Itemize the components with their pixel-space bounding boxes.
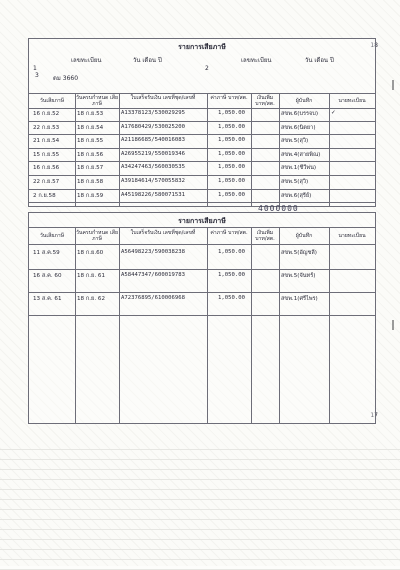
cell-tax-amount: 1,050.00 (218, 164, 245, 171)
row-rule (29, 189, 375, 190)
cell-tax-date: 22 ก.ย.57 (33, 179, 60, 185)
registration-value: ดม 3660 (53, 75, 79, 82)
cell-tax-date: 11 ส.ค.59 (33, 250, 60, 256)
row-rule (29, 175, 375, 176)
ruled-lines (0, 440, 400, 566)
row-rule (29, 148, 375, 149)
page-number-bottom: 17 (370, 412, 378, 419)
cell-recorder: สขพ.6(บรรจบ) (281, 111, 319, 117)
cell-due-date: 18 ก.ย.56 (77, 151, 104, 158)
reg-label-left: เลขทะเบียน (71, 57, 102, 64)
cell-receipt-number: A13378123/530029295 (121, 110, 185, 116)
cell-receipt-number: A39184614/570055832 (121, 178, 185, 184)
cell-receipt-number: A56498223/590038238 (121, 249, 185, 255)
cell-tax-date: 16 ส.ค. 60 (33, 273, 62, 279)
header-due-date: วันครบกำหนด เสียภาษี (75, 230, 119, 242)
row-number: 1 (33, 65, 37, 72)
cell-tax-amount: 1,050.00 (218, 137, 245, 144)
cell-due-date: 18 ก.ย.59 (77, 192, 104, 199)
cell-receipt-number: A21186685/540016083 (121, 137, 185, 144)
cell-receipt-number: A17680429/530025200 (121, 123, 185, 130)
cell-due-date: 18 ก.ย.55 (77, 138, 104, 145)
cell-registrar-mark: ✓ (331, 110, 336, 116)
registration-header (29, 55, 375, 67)
cell-due-date: 18 ก.ย.58 (77, 179, 104, 185)
date-label-left: วัน เดือน ปี (133, 57, 162, 64)
header-tax-date: วันเสียภาษี (39, 233, 65, 239)
header-registrar: นายทะเบียน (338, 233, 366, 239)
cell-tax-amount: 1,050.00 (218, 150, 245, 157)
cell-tax-amount: 1,050.00 (218, 272, 245, 278)
row-rule (29, 292, 375, 293)
header-recorder: ผู้บันทึก (295, 98, 313, 104)
row-number: 3 (35, 72, 39, 79)
tax-record-card-1 (28, 38, 376, 207)
cell-tax-amount: 1,050.00 (218, 178, 245, 184)
header-tax-amount: ค่าภาษี บาท/สต. (210, 95, 248, 101)
header-surcharge: เงินเพิ่ม บาท/สต. (255, 95, 275, 107)
header-receipt: ใบเสร็จรับเงิน เลขที่ชุด/เลขที่ (130, 230, 196, 236)
cell-tax-date: 16 ก.ย.56 (33, 165, 60, 172)
cell-receipt-number: A34247463/560030535 (121, 164, 185, 171)
header-recorder: ผู้บันทึก (295, 233, 313, 239)
cell-tax-amount: 1,050.00 (218, 110, 245, 116)
cell-tax-date: 16 ก.ย.52 (33, 111, 60, 117)
row-rule (29, 161, 375, 162)
cell-due-date: 18 ก.ย.57 (77, 165, 104, 172)
page-number: 18 (370, 42, 378, 49)
row-number: 2 (205, 65, 209, 72)
date-label-right: วัน เดือน ปี (305, 57, 334, 64)
cell-recorder: สขพ.5(อัญชลี) (281, 250, 317, 256)
cell-tax-amount: 1,050.00 (218, 191, 245, 198)
card-title: รายการเสียภาษี (178, 217, 226, 225)
header-receipt: ใบเสร็จรับเงิน เลขที่ชุด/เลขที่ (130, 95, 196, 101)
cell-tax-date: 21 ก.ย.54 (33, 138, 60, 145)
cell-tax-date: 2 ก.ย.58 (33, 192, 56, 199)
cell-tax-date: 22 ก.ย.53 (33, 124, 60, 131)
header-tax-amount: ค่าภาษี บาท/สต. (210, 230, 248, 236)
header-due-date: วันครบกำหนด เสียภาษี (75, 95, 119, 107)
cell-recorder: สขพ.6(สุรีย์) (281, 192, 312, 199)
cell-tax-date: 13 ส.ค. 61 (33, 296, 62, 302)
binding-mark (392, 80, 394, 90)
row-rule (29, 121, 375, 122)
binding-mark (392, 320, 394, 330)
cell-tax-amount: 1,050.00 (218, 249, 245, 255)
cell-receipt-number: A26955219/550019346 (121, 150, 185, 157)
cell-receipt-number: A58447347/600019783 (121, 272, 185, 278)
cell-recorder: สขพ.4(สายพิณ) (281, 151, 321, 158)
cell-due-date: 18 ก.ย.54 (77, 124, 104, 131)
cell-due-date: 18 ก.ย.60 (77, 250, 104, 256)
cell-recorder: สขพ.5(สุวิ) (281, 179, 309, 185)
cell-recorder: สขพ.1(ศรีไพร) (281, 296, 318, 302)
reg-label-right: เลขทะเบียน (241, 57, 272, 64)
cell-recorder: สขพ.5(จันทร์) (281, 273, 316, 279)
card-title: รายการเสียภาษี (178, 43, 226, 51)
header-registrar: นายทะเบียน (338, 98, 366, 104)
tax-record-card-2 (28, 212, 376, 424)
cell-recorder: สขพ.1(ชีวีพ่น) (281, 165, 317, 172)
stamp-code: 4000000 (258, 204, 299, 213)
row-rule (29, 269, 375, 270)
cell-recorder: สขพ.5(สุวิ) (281, 138, 309, 145)
row-rule (29, 134, 375, 135)
header-surcharge: เงินเพิ่ม บาท/สต. (255, 230, 275, 242)
cell-due-date: 18 ก.ย. 62 (77, 296, 106, 302)
cell-due-date: 18 ก.ย. 61 (77, 273, 106, 279)
cell-tax-amount: 1,050.00 (218, 295, 245, 301)
cell-receipt-number: A72376895/610006968 (121, 295, 185, 301)
cell-due-date: 18 ก.ย.53 (77, 111, 104, 117)
cell-receipt-number: A45198226/580071531 (121, 191, 185, 198)
header-tax-date: วันเสียภาษี (39, 98, 65, 104)
cell-recorder: สขพ.6(นิตยา) (281, 124, 316, 131)
cell-tax-amount: 1,050.00 (218, 123, 245, 130)
row-rule (29, 202, 375, 203)
row-rule (29, 315, 375, 316)
cell-tax-date: 15 ก.ย.55 (33, 151, 60, 158)
